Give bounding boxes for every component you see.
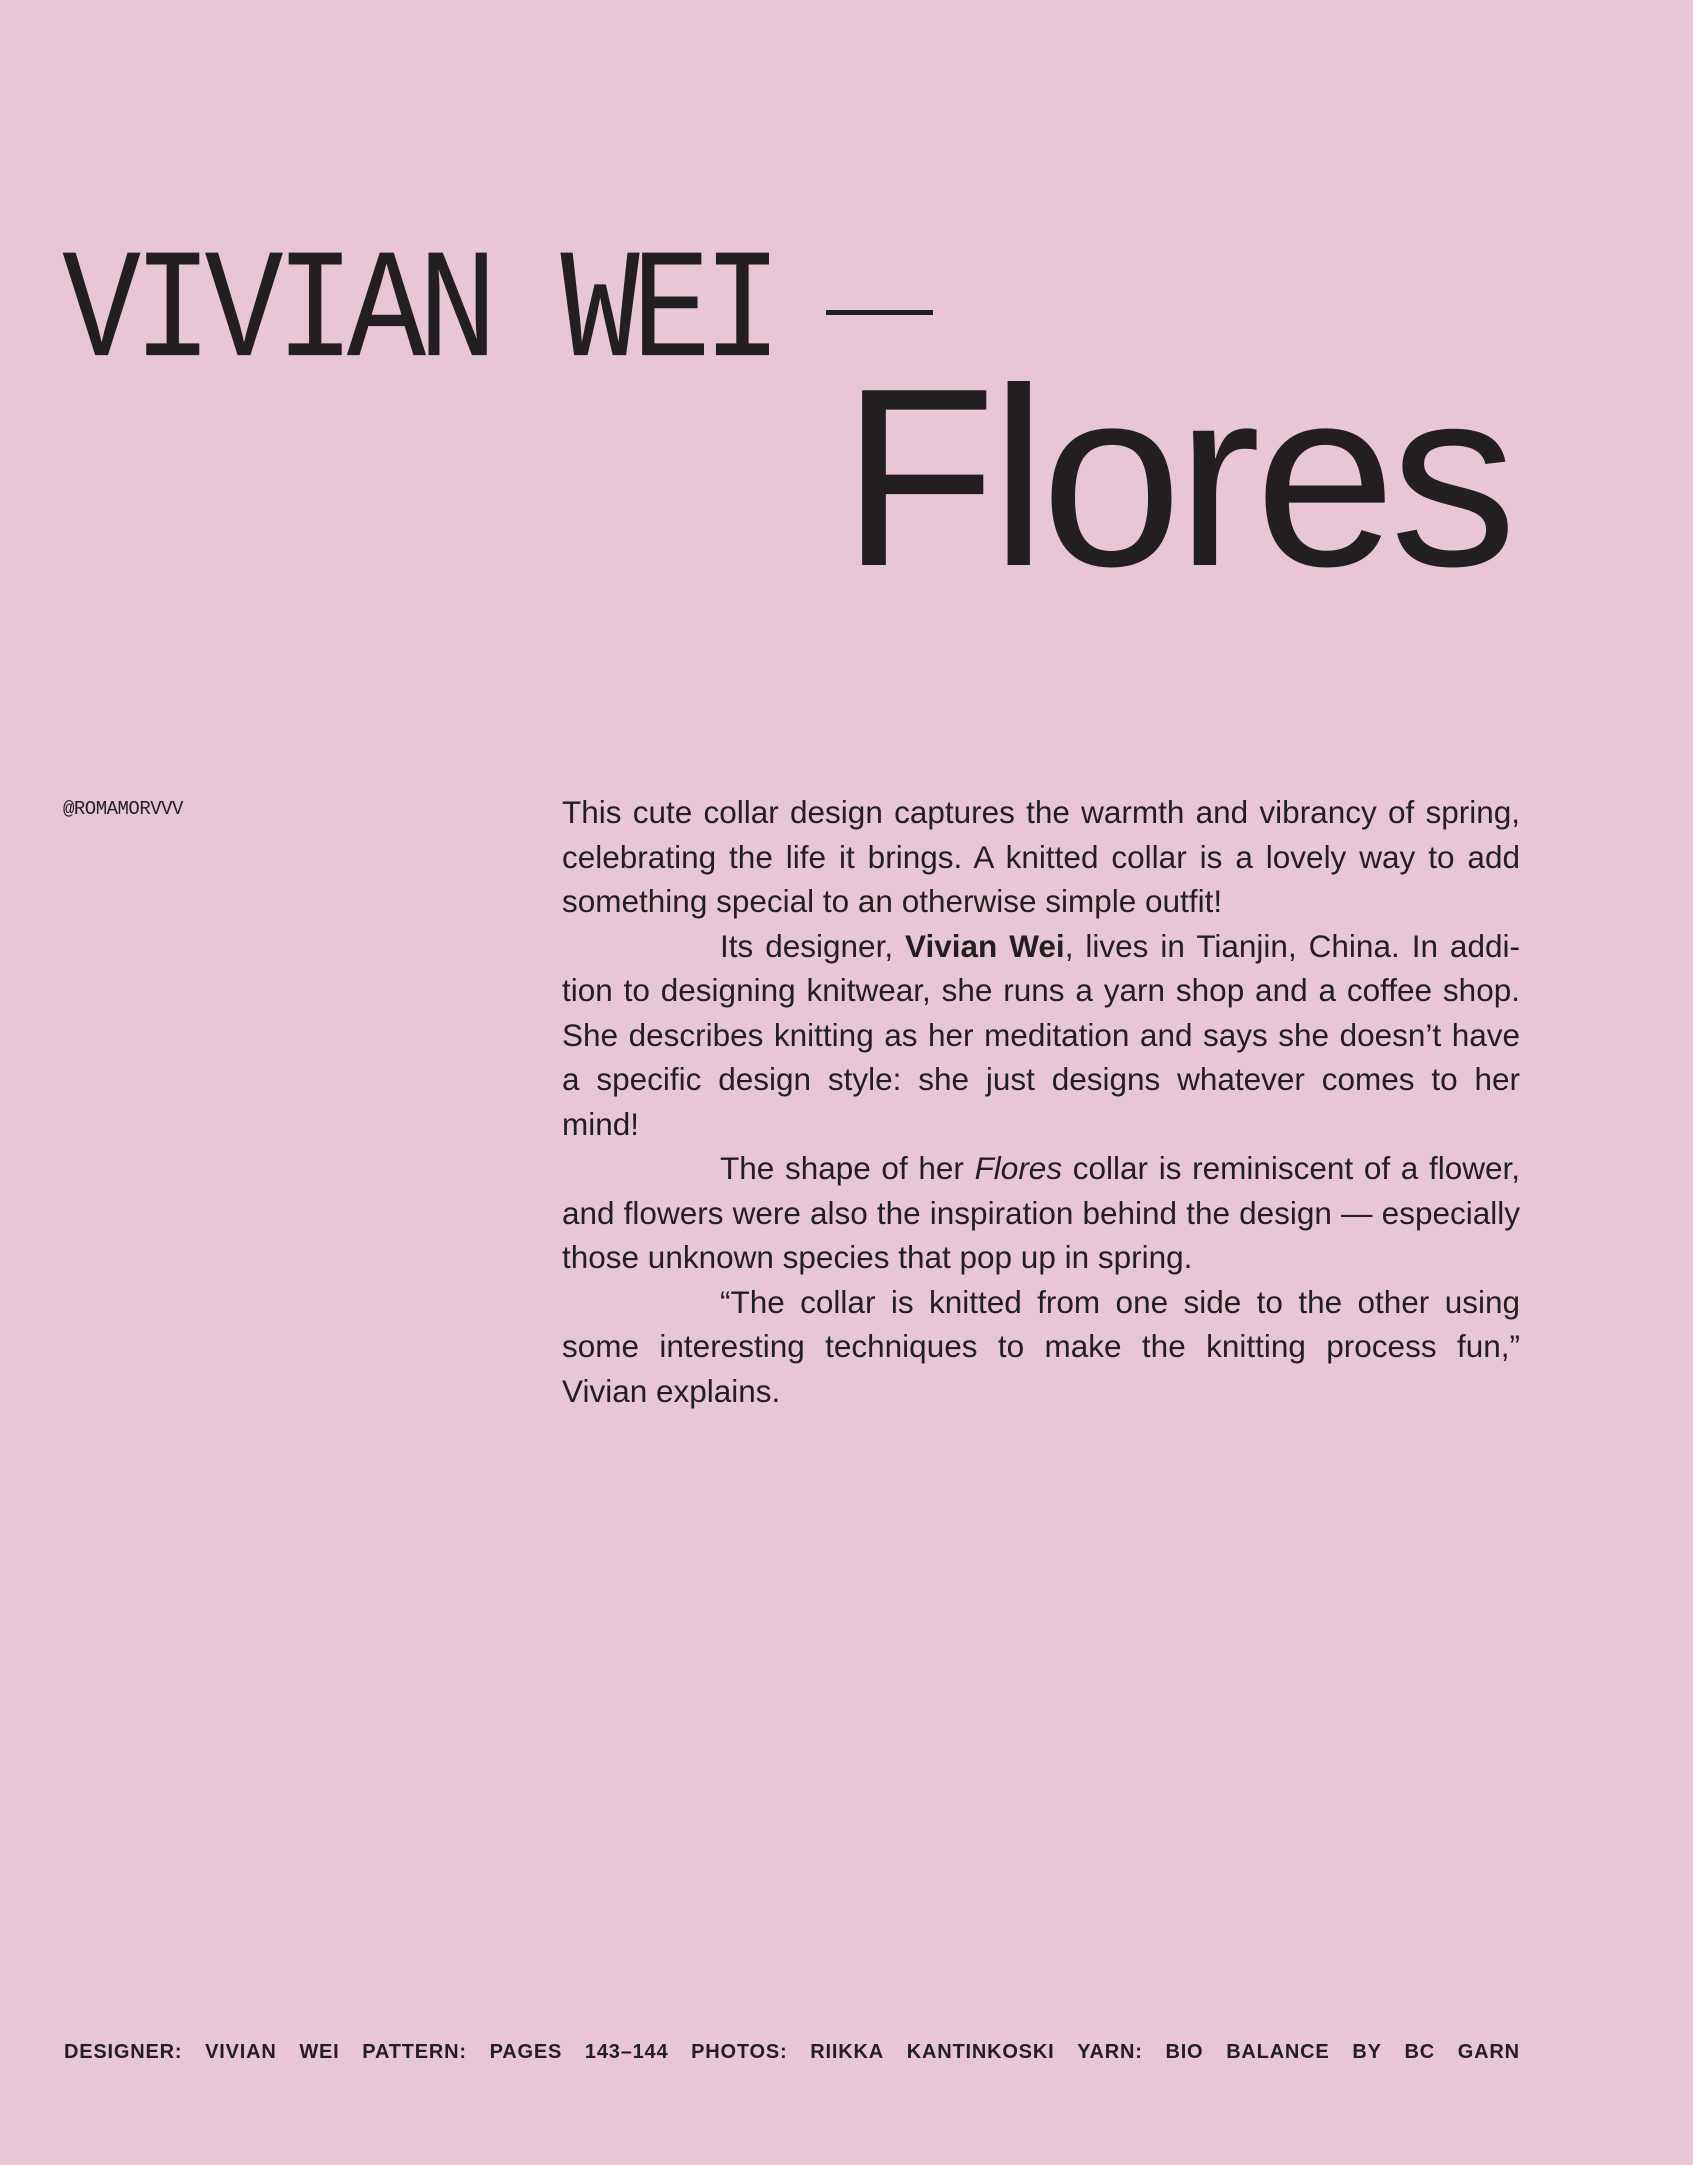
paragraph-1-text: This cute collar design captures the warmth and vibrancy of spring, celebrating the life it brings. A knitted collar is a lovely way to add something special to an otherwise simple outfit! xyxy=(562,794,1520,919)
credit-word: KANTINKOSKI xyxy=(906,2041,1055,2063)
credit-word: PHOTOS: xyxy=(691,2041,788,2063)
paragraph-3-after: collar is reminiscent of a flower, and flowers were also the inspiration behind the design — especially those unknown species that pop up in spring. xyxy=(562,1150,1520,1275)
article-body xyxy=(562,790,1520,1413)
designer-name-heading: VIVIAN WEI xyxy=(62,225,775,403)
paragraph-2-before: Its designer, xyxy=(720,927,906,964)
designer-name-bold: Vivian Wei xyxy=(905,927,1065,964)
credit-word: BIO xyxy=(1165,2041,1204,2063)
paragraph-4 xyxy=(562,1280,1520,1414)
pattern-name-italic: Flores xyxy=(974,1150,1063,1186)
paragraph-3 xyxy=(562,1146,1520,1280)
credit-word: RIIKKA xyxy=(810,2041,884,2063)
paragraph-4-text: “The collar is knitted from one side to the other using some interesting techniques to make the knitting process fun,” Vivian explains. xyxy=(562,1283,1520,1409)
page-title: Flores xyxy=(841,335,1511,619)
credit-word: PATTERN: xyxy=(362,2041,467,2063)
credit-word: YARN: xyxy=(1077,2041,1143,2063)
paragraph-3-before: The shape of her xyxy=(720,1150,975,1186)
credit-word: VIVIAN xyxy=(205,2041,277,2063)
credit-word: BC xyxy=(1404,2041,1435,2063)
paragraph-2 xyxy=(562,924,1520,1147)
credit-word: WEI xyxy=(299,2041,340,2063)
paragraph-2-after: , lives in Tianjin, China. In addition to designing knitwear, she runs a yarn shop and a coffee shop. She describes knitting as her meditation and says she doesn’t have a specific design style: she just designs whatever comes to her mind! xyxy=(562,927,1520,1142)
credits-line xyxy=(64,2042,1520,2062)
designer-handle: @ROMAMORVVV xyxy=(63,798,183,820)
credit-word: GARN xyxy=(1457,2041,1520,2063)
credit-word: 143–144 xyxy=(584,2041,669,2063)
credit-word: BALANCE xyxy=(1226,2041,1330,2063)
credit-word: PAGES xyxy=(489,2041,563,2063)
credit-word: DESIGNER: xyxy=(64,2041,183,2063)
paragraph-1 xyxy=(562,790,1520,924)
title-dash xyxy=(826,310,933,315)
credit-word: BY xyxy=(1352,2041,1382,2063)
